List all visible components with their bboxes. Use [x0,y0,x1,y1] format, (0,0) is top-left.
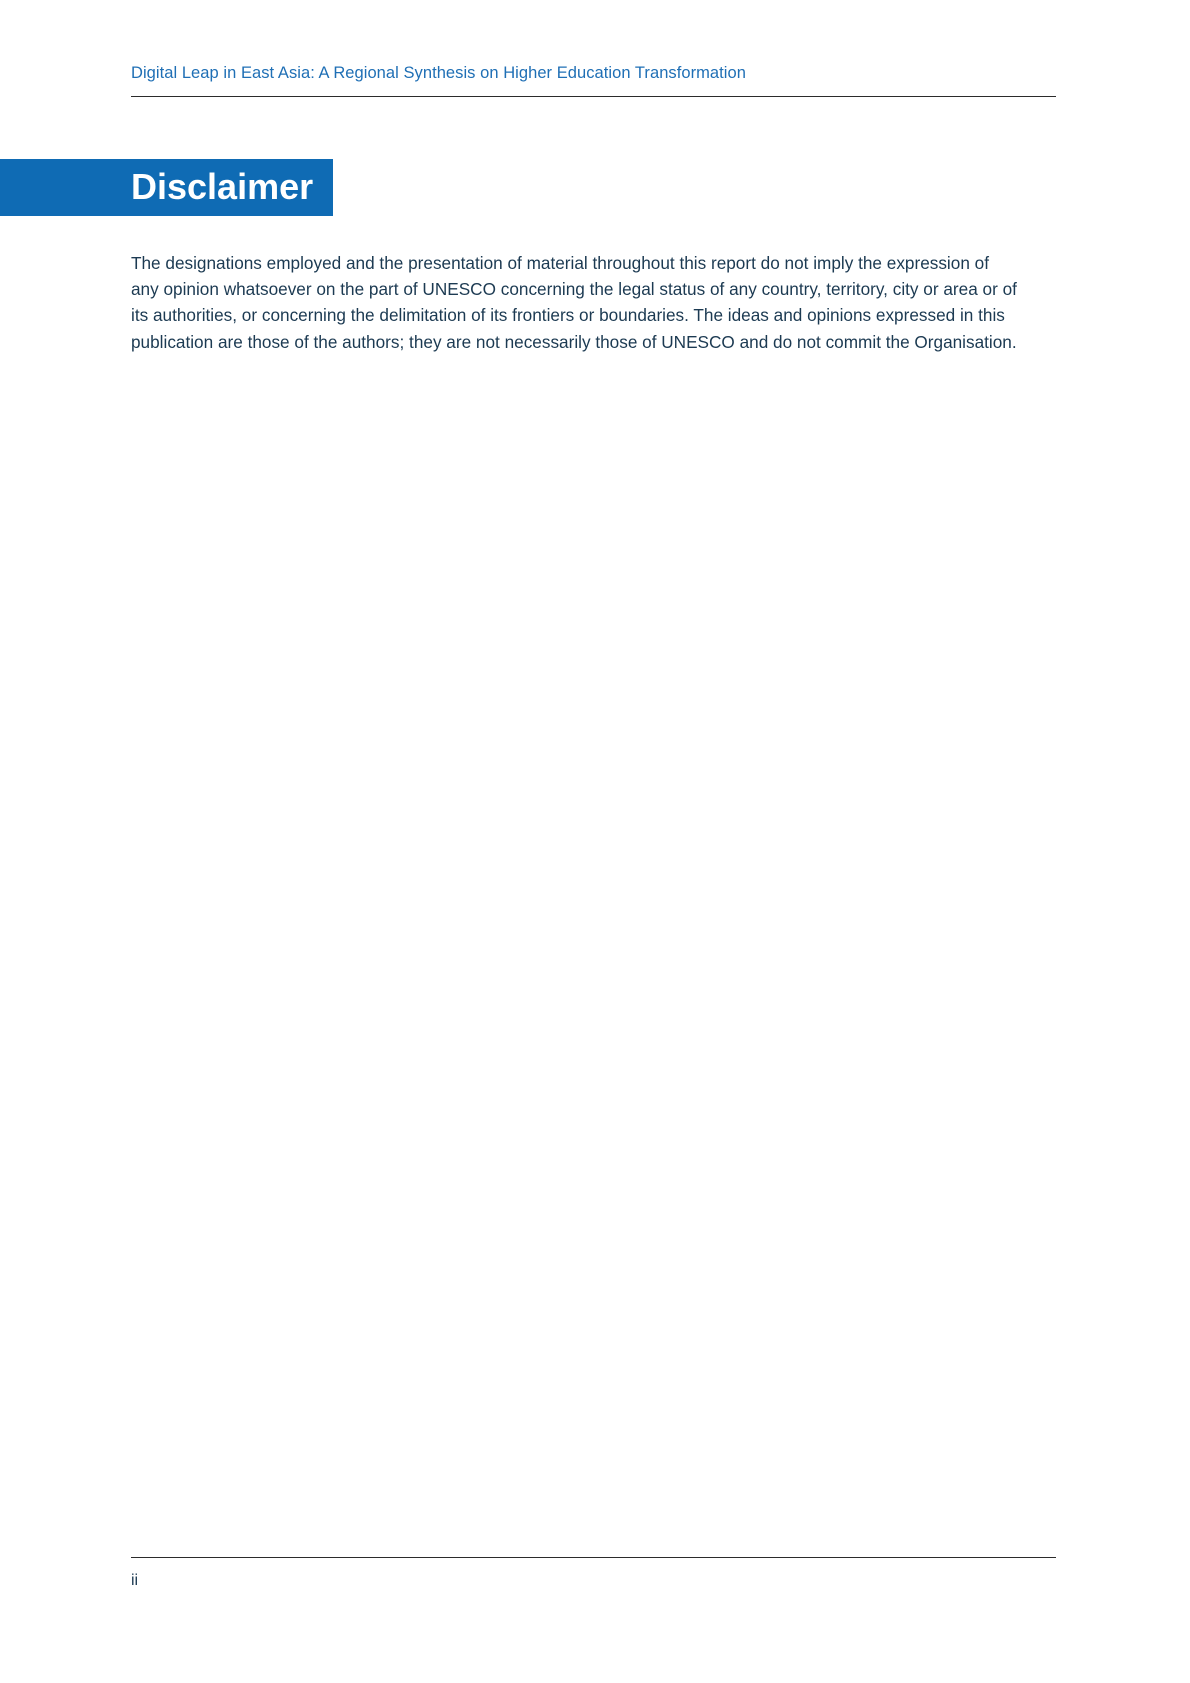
footer-divider [131,1557,1056,1558]
disclaimer-line: any opinion whatsoever on the part of UNESCO concerning the legal status of any country, territory, city or area or of [131,279,1017,300]
disclaimer-line: its authorities, or concerning the delimitation of its frontiers or boundaries. The ideas and opinions expressed in this [131,305,1005,326]
disclaimer-line: The designations employed and the presentation of material throughout this report do not imply the expression of [131,253,989,273]
section-title: Disclaimer [131,166,314,207]
disclaimer-paragraph [131,250,1061,355]
running-header-title: Digital Leap in East Asia: A Regional Synthesis on Higher Education Transformation [131,64,746,82]
page-number: ii [131,1572,139,1589]
disclaimer-line: publication are those of the authors; they are not necessarily those of UNESCO and do not commit the Organisation. [131,331,1017,352]
header-divider [131,96,1056,97]
